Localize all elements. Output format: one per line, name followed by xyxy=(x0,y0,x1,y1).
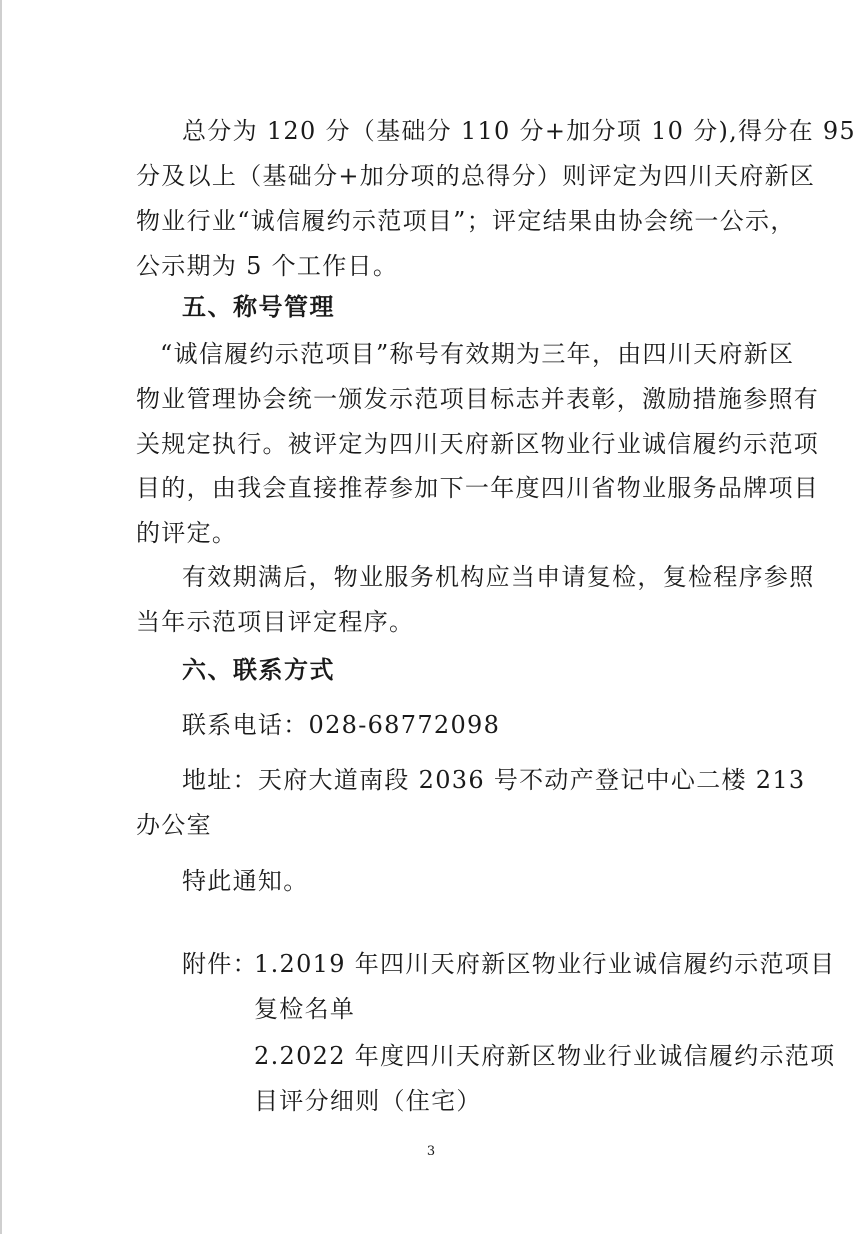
text-line: 目的，由我会直接推荐参加下一年度四川省物业服务品牌项目 xyxy=(136,474,820,502)
attachment-item: 2.2022 年度四川天府新区物业行业诚信履约示范项 xyxy=(254,1042,836,1070)
attachment-item-continued: 复检名单 xyxy=(254,995,356,1023)
contact-address: 地址：天府大道南段 2036 号不动产登记中心二楼 213 xyxy=(182,766,806,794)
text-line: 分及以上（基础分+加分项的总得分）则评定为四川天府新区 xyxy=(136,162,816,190)
text-line: 总分为 120 分（基础分 110 分+加分项 10 分),得分在 95 xyxy=(182,117,856,145)
closing-remark: 特此通知。 xyxy=(182,867,309,895)
text-line: 物业管理协会统一颁发示范项目标志并表彰，激励措施参照有 xyxy=(136,385,820,413)
attachment-item: 1.2019 年四川天府新区物业行业诚信履约示范项目 xyxy=(254,950,836,978)
text-line: 关规定执行。被评定为四川天府新区物业行业诚信履约示范项 xyxy=(136,430,820,458)
contact-phone: 联系电话：028-68772098 xyxy=(182,711,501,739)
text-line: 公示期为 5 个工作日。 xyxy=(136,252,399,280)
text-line: 有效期满后，物业服务机构应当申请复检，复检程序参照 xyxy=(182,563,815,591)
section-heading: 五、称号管理 xyxy=(182,293,335,321)
attachments-label: 附件： xyxy=(182,950,258,978)
text-line: 物业行业“诚信履约示范项目”；评定结果由协会统一公示， xyxy=(136,207,796,235)
section-heading: 六、联系方式 xyxy=(182,656,335,684)
contact-address-continued: 办公室 xyxy=(136,811,212,839)
text-line: 的评定。 xyxy=(136,519,238,547)
text-line: 当年示范项目评定程序。 xyxy=(136,608,415,636)
attachment-item-continued: 目评分细则（住宅） xyxy=(254,1087,482,1115)
page-left-edge xyxy=(0,0,2,1234)
page-number: 3 xyxy=(426,1144,436,1159)
text-line: “诚信履约示范项目”称号有效期为三年，由四川天府新区 xyxy=(160,340,795,368)
